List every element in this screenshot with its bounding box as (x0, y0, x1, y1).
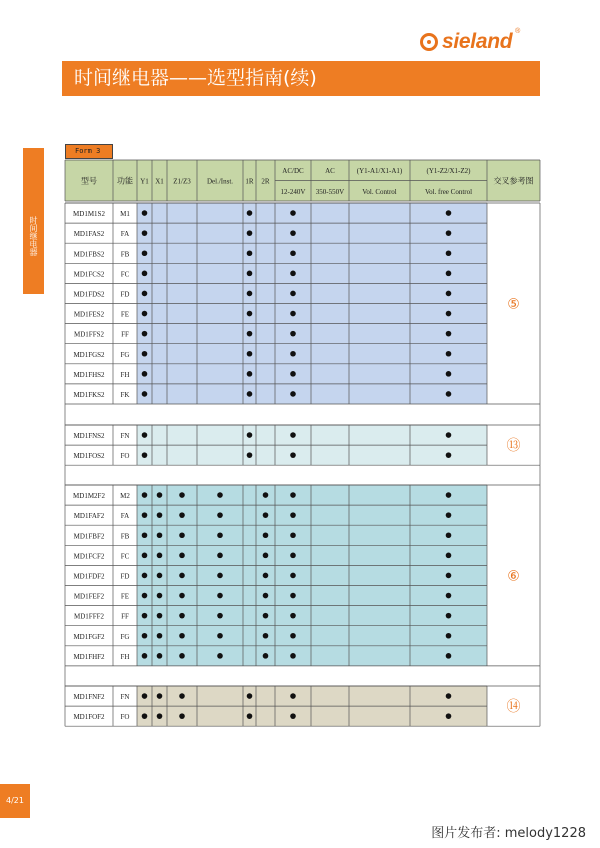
row-model: MD1FAF2 (73, 512, 105, 521)
row-function: FD (120, 290, 130, 299)
cross-ref-symbol: ⑤ (507, 297, 520, 313)
dot-mark (446, 271, 452, 277)
dot-mark (142, 693, 148, 699)
header-col-7: 2R (261, 177, 270, 186)
dot-mark (446, 573, 452, 579)
dot-mark (142, 271, 148, 277)
dot-mark (157, 553, 163, 559)
dot-mark (290, 250, 296, 256)
dot-mark (142, 532, 148, 538)
row-function: FO (120, 452, 130, 461)
dot-mark (247, 391, 253, 397)
dot-mark (142, 452, 148, 458)
dot-mark (290, 532, 296, 538)
dot-mark (290, 432, 296, 438)
dot-mark (263, 613, 269, 619)
dot-mark (247, 250, 253, 256)
dot-mark (263, 512, 269, 518)
dot-mark (157, 653, 163, 659)
dot-mark (446, 593, 452, 599)
watermark: 图片发布者: melody1228 (431, 826, 586, 841)
dot-mark (290, 512, 296, 518)
dot-mark (247, 291, 253, 297)
row-model: MD1FBF2 (73, 532, 105, 541)
dot-mark (247, 432, 253, 438)
dot-mark (142, 230, 148, 236)
row-model: MD1FBS2 (73, 250, 105, 259)
dot-mark (290, 492, 296, 498)
dot-mark (263, 492, 269, 498)
header-cross-ref: 交叉参考图 (493, 176, 534, 186)
dot-mark (446, 613, 452, 619)
dot-mark (179, 653, 185, 659)
dot-mark (263, 593, 269, 599)
row-model: MD1FOS2 (73, 452, 105, 461)
dot-mark (157, 532, 163, 538)
dot-mark (290, 210, 296, 216)
dot-mark (217, 633, 223, 639)
dot-mark (142, 713, 148, 719)
registered-mark: ® (515, 28, 521, 35)
dot-mark (247, 230, 253, 236)
row-model: MD1FCF2 (73, 552, 105, 561)
dot-mark (290, 653, 296, 659)
row-model: MD1FDS2 (73, 290, 105, 299)
dot-mark (247, 331, 253, 337)
row-model: MD1FHF2 (73, 652, 105, 661)
cross-ref-symbol: ⑭ (506, 700, 521, 716)
dot-mark (446, 250, 452, 256)
dot-mark (290, 452, 296, 458)
dot-mark (290, 230, 296, 236)
row-model: MD1FEF2 (73, 592, 105, 601)
header-ac: AC (325, 167, 335, 175)
dot-mark (446, 230, 452, 236)
dot-mark (263, 553, 269, 559)
row-model: MD1FOF2 (73, 713, 105, 722)
dot-mark (290, 271, 296, 277)
dot-mark (263, 573, 269, 579)
dot-mark (157, 512, 163, 518)
dot-mark (217, 593, 223, 599)
header-col-4: Z1/Z3 (173, 177, 191, 186)
dot-mark (179, 553, 185, 559)
dot-mark (247, 311, 253, 317)
dot-mark (290, 391, 296, 397)
dot-mark (217, 573, 223, 579)
row-function: FD (120, 572, 130, 581)
dot-mark (290, 633, 296, 639)
dot-mark (142, 653, 148, 659)
dot-mark (290, 693, 296, 699)
dot-mark (217, 512, 223, 518)
row-model: MD1FHS2 (73, 370, 105, 379)
dot-mark (217, 613, 223, 619)
header-col-2: Y1 (140, 177, 149, 186)
row-model: MD1FGF2 (73, 632, 105, 641)
dot-mark (217, 653, 223, 659)
row-function: FN (120, 432, 130, 441)
row-function: FN (120, 693, 130, 702)
dot-mark (247, 713, 253, 719)
header-col-6: 1R (245, 177, 254, 186)
form-label: Form 3 (65, 144, 113, 159)
dot-mark (157, 573, 163, 579)
row-function: FE (120, 592, 130, 601)
dot-mark (446, 512, 452, 518)
dot-mark (247, 371, 253, 377)
dot-mark (142, 512, 148, 518)
dot-mark (263, 653, 269, 659)
row-model: MD1FAS2 (73, 230, 105, 239)
header-12-240v: 12-240V (280, 188, 306, 196)
dot-mark (247, 452, 253, 458)
row-function: FK (120, 390, 130, 399)
row-function: FG (120, 632, 130, 641)
dot-mark (290, 553, 296, 559)
row-model: MD1M1S2 (73, 210, 105, 219)
dot-mark (142, 553, 148, 559)
dot-mark (446, 653, 452, 659)
dot-mark (179, 512, 185, 518)
header-col-3: X1 (155, 177, 164, 186)
header-vol-free-control: Vol. free Control (424, 188, 473, 196)
header-y1z2: (Y1-Z2/X1-Z2) (426, 167, 471, 175)
row-function: M2 (120, 492, 130, 501)
dot-mark (290, 311, 296, 317)
cross-ref-symbol: ⑥ (507, 569, 520, 585)
dot-mark (157, 613, 163, 619)
dot-mark (179, 573, 185, 579)
dot-mark (446, 713, 452, 719)
dot-mark (142, 291, 148, 297)
row-function: FA (120, 512, 130, 521)
dot-mark (179, 492, 185, 498)
row-model: MD1FES2 (73, 310, 105, 319)
dot-mark (446, 532, 452, 538)
dot-mark (217, 492, 223, 498)
row-model: MD1M2F2 (73, 492, 105, 501)
dot-mark (247, 351, 253, 357)
dot-mark (142, 331, 148, 337)
row-function: FE (120, 310, 130, 319)
header-350-550v: 350-550V (315, 188, 345, 196)
dot-mark (142, 573, 148, 579)
group-fill (137, 485, 487, 666)
dot-mark (179, 693, 185, 699)
dot-mark (290, 331, 296, 337)
row-model: MD1FCS2 (73, 270, 105, 279)
row-function: FC (120, 552, 130, 561)
dot-mark (179, 633, 185, 639)
dot-mark (157, 633, 163, 639)
row-function: FA (120, 230, 130, 239)
dot-mark (157, 693, 163, 699)
dot-mark (446, 492, 452, 498)
dot-mark (142, 311, 148, 317)
dot-mark (446, 553, 452, 559)
dot-mark (179, 593, 185, 599)
row-function: M1 (120, 210, 130, 219)
dot-mark (290, 593, 296, 599)
row-function: FC (120, 270, 130, 279)
header-col-5: Del./Inst. (206, 177, 234, 186)
dot-mark (446, 693, 452, 699)
header-y1a1: (Y1-A1/X1-A1) (356, 167, 403, 175)
dot-mark (217, 553, 223, 559)
row-model: MD1FNF2 (73, 693, 105, 702)
row-model: MD1FNS2 (73, 432, 105, 441)
dot-mark (217, 532, 223, 538)
page-number: 4/21 (0, 784, 30, 818)
dot-mark (142, 210, 148, 216)
dot-mark (446, 291, 452, 297)
dot-mark (142, 351, 148, 357)
dot-mark (290, 573, 296, 579)
dot-mark (263, 532, 269, 538)
row-model: MD1FFF2 (74, 612, 104, 621)
dot-mark (179, 532, 185, 538)
dot-mark (142, 593, 148, 599)
row-model: MD1FDF2 (73, 572, 105, 581)
dot-mark (290, 613, 296, 619)
dot-mark (290, 351, 296, 357)
cross-ref-symbol: ⑬ (506, 439, 521, 455)
dot-mark (142, 432, 148, 438)
row-function: FF (121, 330, 129, 339)
row-function: FF (121, 612, 129, 621)
row-model: MD1FFS2 (74, 330, 104, 339)
row-model: MD1FKS2 (73, 390, 105, 399)
dot-mark (446, 351, 452, 357)
dot-mark (263, 633, 269, 639)
row-function: FH (120, 652, 130, 661)
dot-mark (142, 250, 148, 256)
dot-mark (446, 391, 452, 397)
dot-mark (157, 713, 163, 719)
row-function: FH (120, 370, 130, 379)
dot-mark (247, 210, 253, 216)
dot-mark (446, 452, 452, 458)
side-tab: 时间继电器 (23, 148, 44, 294)
page-title: 时间继电器——选型指南(续) (62, 61, 540, 96)
dot-mark (247, 271, 253, 277)
dot-mark (157, 492, 163, 498)
dot-mark (446, 633, 452, 639)
header-function: 功能 (117, 176, 133, 186)
dot-mark (446, 210, 452, 216)
dot-mark (290, 371, 296, 377)
dot-mark (446, 331, 452, 337)
dot-mark (142, 613, 148, 619)
row-function: FB (120, 250, 130, 259)
header-model: 型号 (81, 176, 97, 186)
dot-mark (142, 633, 148, 639)
dot-mark (157, 593, 163, 599)
dot-mark (142, 391, 148, 397)
row-function: FB (120, 532, 130, 541)
dot-mark (446, 371, 452, 377)
dot-mark (142, 492, 148, 498)
dot-mark (179, 713, 185, 719)
row-function: FO (120, 713, 130, 722)
dot-mark (446, 311, 452, 317)
header-vol-control: Vol. Control (362, 188, 397, 196)
row-model: MD1FGS2 (73, 350, 105, 359)
dot-mark (179, 613, 185, 619)
row-function: FG (120, 350, 130, 359)
dot-mark (290, 713, 296, 719)
dot-mark (142, 371, 148, 377)
header-acdc: AC/DC (282, 167, 304, 175)
dot-mark (247, 693, 253, 699)
dot-mark (290, 291, 296, 297)
brand-name: sieland (442, 30, 513, 53)
dot-mark (446, 432, 452, 438)
